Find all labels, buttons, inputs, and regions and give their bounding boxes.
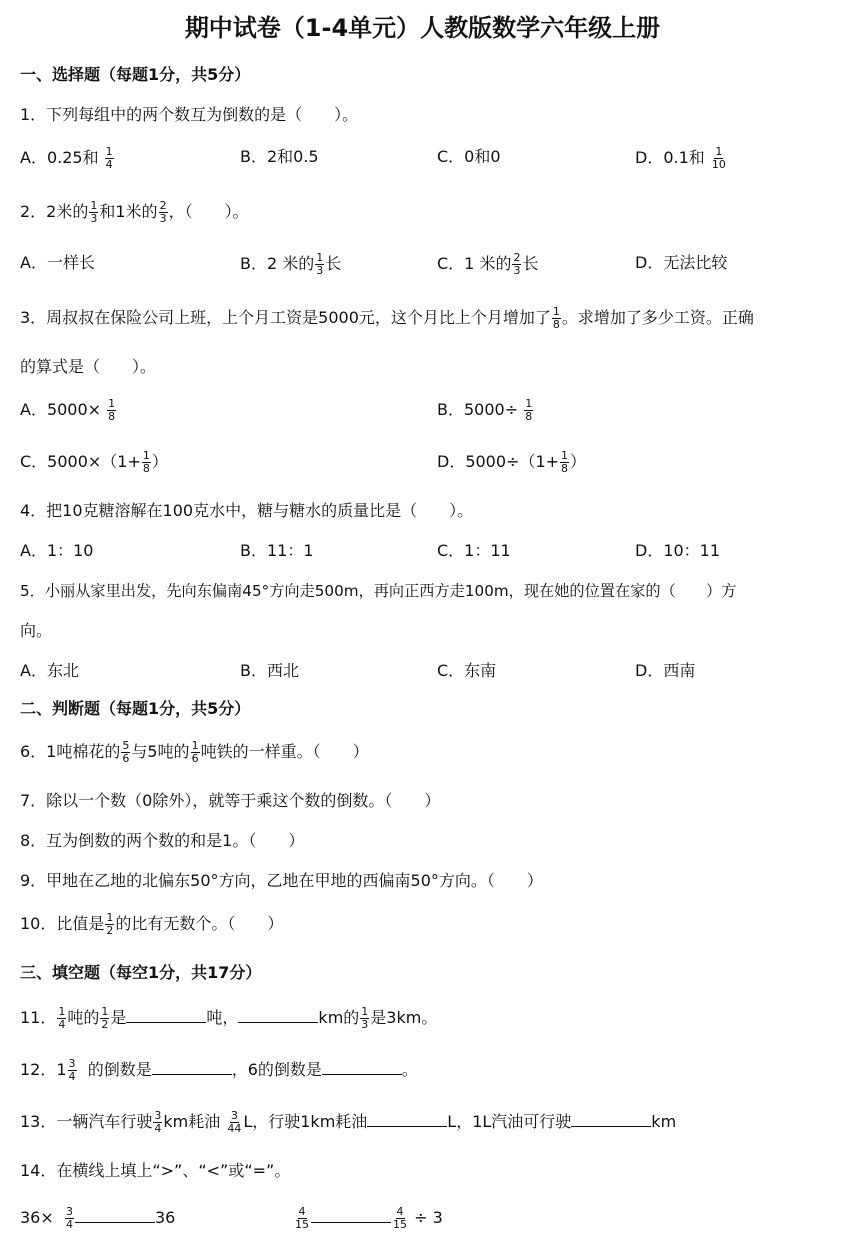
text-fragment: ） xyxy=(151,452,168,471)
text-fragment: 3 xyxy=(316,264,324,277)
text-fragment: 36 xyxy=(154,1208,176,1227)
question-3-stem xyxy=(20,306,754,331)
section-judge-heading: 二、判断题（每题1分，共5分） xyxy=(20,699,251,718)
fraction xyxy=(552,306,561,331)
question-14-expression-2 xyxy=(293,1206,443,1231)
text-fragment: 6 xyxy=(191,752,199,765)
text-fragment: B．5000÷ xyxy=(437,400,519,419)
text-fragment: 2．2米的 xyxy=(20,202,89,221)
text-fragment: 1 xyxy=(108,397,116,410)
question-13 xyxy=(20,1110,676,1135)
question-1-option-d xyxy=(635,146,728,171)
section-fill-heading: 三、填空题（每空1分，共17分） xyxy=(20,963,262,982)
fraction xyxy=(68,1058,77,1083)
text-fragment: ） xyxy=(570,452,587,471)
question-12 xyxy=(20,1058,418,1083)
question-14-expression-1 xyxy=(20,1206,175,1231)
text-fragment: 3 xyxy=(159,212,167,225)
text-fragment: 1 xyxy=(105,145,113,158)
question-2-stem xyxy=(20,200,249,225)
fraction xyxy=(153,1110,162,1135)
fraction xyxy=(57,1006,66,1031)
answer-blank[interactable] xyxy=(75,1206,155,1223)
question-3-stem-continued: 的算式是（ ）。 xyxy=(20,357,157,376)
text-fragment: 10 xyxy=(711,158,726,171)
text-fragment: 44 xyxy=(227,1122,242,1135)
question-3-option-c xyxy=(20,450,168,475)
text-fragment: 1 xyxy=(552,305,560,318)
question-4-option-b: B．11：1 xyxy=(240,541,314,560)
text-fragment: 4 xyxy=(58,1018,66,1031)
fraction xyxy=(159,200,168,225)
text-fragment: 3 xyxy=(65,1205,73,1218)
question-11 xyxy=(20,1006,437,1031)
fraction xyxy=(226,1110,242,1135)
fraction xyxy=(392,1206,408,1231)
text-fragment: 6．1吨棉花的 xyxy=(20,742,121,761)
fraction xyxy=(105,912,114,937)
fraction xyxy=(105,146,114,171)
answer-blank[interactable] xyxy=(238,1006,318,1023)
text-fragment: ，6的倒数是 xyxy=(231,1060,322,1079)
text-fragment: 11． xyxy=(20,1008,57,1027)
text-fragment: 1 xyxy=(142,449,150,462)
question-1-option-c: C．0和0 xyxy=(437,147,501,166)
question-5-stem-continued: 向。 xyxy=(20,621,53,640)
text-fragment: 5 xyxy=(122,739,130,752)
text-fragment: 2 xyxy=(101,1018,109,1031)
text-fragment: C．5000×（1+ xyxy=(20,452,141,471)
question-4-option-a: A．1：10 xyxy=(20,541,94,560)
text-fragment: A．0.25和 xyxy=(20,148,99,167)
text-fragment: ，（ ）。 xyxy=(168,202,249,221)
text-fragment: 1 xyxy=(316,251,324,264)
fraction xyxy=(89,200,98,225)
question-4-option-d: D．10：11 xyxy=(635,541,721,560)
question-5-option-a: A．东北 xyxy=(20,661,79,680)
text-fragment: ÷ 3 xyxy=(414,1208,443,1227)
question-4-stem: 4．把10克糖溶解在100克水中，糖与糖水的质量比是（ ）。 xyxy=(20,501,474,520)
question-1-stem: 1．下列每组中的两个数互为倒数的是（ ）。 xyxy=(20,105,359,124)
answer-blank[interactable] xyxy=(367,1110,447,1127)
question-14-stem: 14．在横线上填上“>”、“<”或“=”。 xyxy=(20,1161,291,1180)
fraction xyxy=(315,252,324,277)
question-10 xyxy=(20,912,283,937)
fraction xyxy=(100,1006,109,1031)
text-fragment: km xyxy=(651,1112,677,1131)
question-1-option-b: B．2和0.5 xyxy=(240,147,319,166)
text-fragment: D．0.1和 xyxy=(635,148,705,167)
question-2-option-c xyxy=(437,252,538,277)
text-fragment: 与5吨的 xyxy=(131,742,190,761)
question-7: 7．除以一个数（0除外），就等于乘这个数的倒数。（ ） xyxy=(20,791,441,810)
text-fragment: 。 xyxy=(401,1060,418,1079)
text-fragment: 吨的 xyxy=(67,1008,100,1027)
question-5-option-c: C．东南 xyxy=(437,661,497,680)
answer-blank[interactable] xyxy=(322,1058,402,1075)
text-fragment: 8 xyxy=(108,410,116,423)
fraction xyxy=(711,146,727,171)
text-fragment: 和1米的 xyxy=(99,202,158,221)
text-fragment: 10．比值是 xyxy=(20,914,105,933)
fraction xyxy=(512,252,521,277)
text-fragment: 是3km。 xyxy=(370,1008,438,1027)
text-fragment: 长 xyxy=(325,254,342,273)
question-2-option-b xyxy=(240,252,341,277)
text-fragment: B．2 米的 xyxy=(240,254,315,273)
answer-blank[interactable] xyxy=(311,1206,391,1223)
text-fragment: 36× xyxy=(20,1208,54,1227)
question-2-option-d: D．无法比较 xyxy=(635,253,728,272)
question-6 xyxy=(20,740,369,765)
fraction xyxy=(142,450,151,475)
text-fragment: 3 xyxy=(230,1109,238,1122)
question-5-option-b: B．西北 xyxy=(240,661,299,680)
text-fragment: 2 xyxy=(106,924,114,937)
text-fragment: L，行驶1km耗油 xyxy=(243,1112,368,1131)
text-fragment: 吨铁的一样重。（ ） xyxy=(200,742,369,761)
text-fragment: A．5000× xyxy=(20,400,102,419)
text-fragment: 8 xyxy=(525,410,533,423)
text-fragment: 1 xyxy=(58,1005,66,1018)
section-choice-heading: 一、选择题（每题1分，共5分） xyxy=(20,65,251,84)
text-fragment: 8 xyxy=(142,462,150,475)
text-fragment: 吨， xyxy=(206,1008,239,1027)
question-8: 8．互为倒数的两个数的和是1。（ ） xyxy=(20,831,305,850)
text-fragment: 8 xyxy=(552,318,560,331)
fraction xyxy=(560,450,569,475)
text-fragment: 1 xyxy=(191,739,199,752)
question-5-option-d: D．西南 xyxy=(635,661,696,680)
fraction xyxy=(107,398,116,423)
question-3-option-a xyxy=(20,398,117,423)
question-9: 9．甲地在乙地的北偏东50°方向，乙地在甲地的西偏南50°方向。（ ） xyxy=(20,871,543,890)
text-fragment: 3 xyxy=(361,1018,369,1031)
text-fragment: 4 xyxy=(298,1205,306,1218)
text-fragment: C．1 米的 xyxy=(437,254,512,273)
text-fragment: 1 xyxy=(715,145,723,158)
text-fragment: 4 xyxy=(105,158,113,171)
fraction xyxy=(65,1206,74,1231)
text-fragment: 12．1 xyxy=(20,1060,67,1079)
text-fragment: 15 xyxy=(295,1218,309,1231)
text-fragment: 13．一辆汽车行驶 xyxy=(20,1112,153,1131)
text-fragment: 的倒数是 xyxy=(87,1060,152,1079)
text-fragment: 3 xyxy=(154,1109,162,1122)
fraction xyxy=(294,1206,310,1231)
text-fragment: D．5000÷（1+ xyxy=(437,452,560,471)
answer-blank[interactable] xyxy=(571,1110,651,1127)
text-fragment: 长 xyxy=(522,254,539,273)
text-fragment: 2 xyxy=(513,251,521,264)
text-fragment: L，1L汽油可行驶 xyxy=(447,1112,572,1131)
text-fragment: 3．周叔叔在保险公司上班，上个月工资是5000元，这个月比上个月增加了 xyxy=(20,308,551,327)
question-3-option-d xyxy=(437,450,586,475)
question-2-option-a: A．一样长 xyxy=(20,253,95,272)
text-fragment: 6 xyxy=(122,752,130,765)
text-fragment: 是 xyxy=(110,1008,127,1027)
question-4-option-c: C．1：11 xyxy=(437,541,511,560)
fraction xyxy=(524,398,533,423)
text-fragment: 。求增加了多少工资。正确 xyxy=(561,308,754,327)
answer-blank[interactable] xyxy=(152,1058,232,1075)
text-fragment: 4 xyxy=(65,1218,73,1231)
text-fragment: 4 xyxy=(68,1070,76,1083)
text-fragment: 3 xyxy=(513,264,521,277)
text-fragment: 4 xyxy=(154,1122,162,1135)
text-fragment: 3 xyxy=(68,1057,76,1070)
text-fragment: 4 xyxy=(396,1205,404,1218)
text-fragment: 1 xyxy=(106,911,114,924)
text-fragment: 1 xyxy=(361,1005,369,1018)
text-fragment: 的比有无数个。（ ） xyxy=(115,914,284,933)
answer-blank[interactable] xyxy=(126,1006,206,1023)
text-fragment: 1 xyxy=(561,449,569,462)
text-fragment: 15 xyxy=(393,1218,407,1231)
text-fragment: km的 xyxy=(318,1008,360,1027)
question-5-stem: 5．小丽从家里出发，先向东偏南45°方向走500m，再向正西方走100m，现在她的位置在家的（ ）方 xyxy=(20,582,737,600)
text-fragment: 1 xyxy=(525,397,533,410)
fraction xyxy=(121,740,130,765)
page-title: 期中试卷（1-4单元）人教版数学六年级上册 xyxy=(184,14,661,42)
text-fragment: 2 xyxy=(159,199,167,212)
text-fragment: 8 xyxy=(561,462,569,475)
question-1-option-a xyxy=(20,146,115,171)
text-fragment: km耗油 xyxy=(163,1112,221,1131)
text-fragment: 3 xyxy=(90,212,98,225)
text-fragment: 1 xyxy=(101,1005,109,1018)
text-fragment: 1 xyxy=(90,199,98,212)
fraction xyxy=(191,740,200,765)
question-3-option-b xyxy=(437,398,534,423)
fraction xyxy=(360,1006,369,1031)
